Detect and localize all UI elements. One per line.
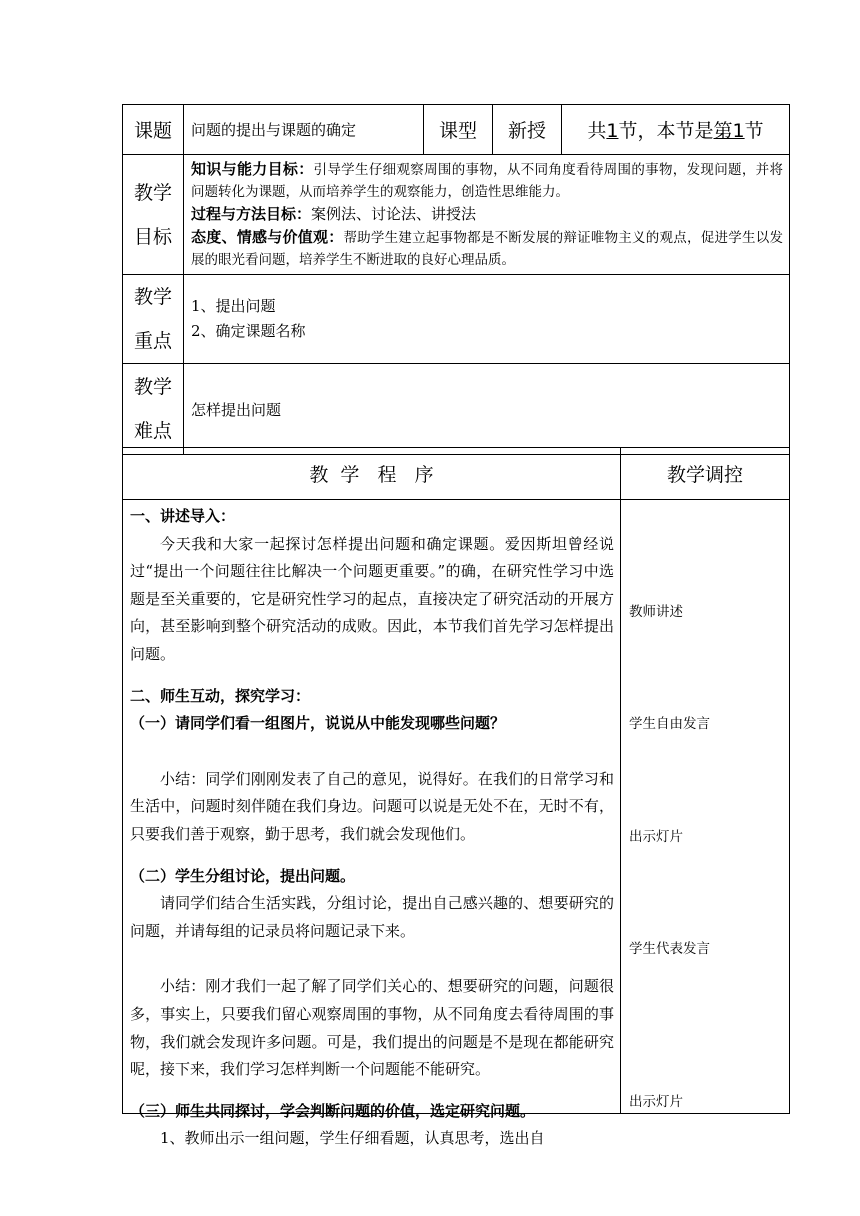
process-text: 案例法、讨论法、讲授法 (311, 205, 477, 223)
sessions-current-prefix: 第 (713, 120, 733, 142)
knowledge-title: 知识与能力目标： (191, 160, 314, 178)
topic-label: 课题 (123, 105, 184, 155)
procedure-content (123, 500, 621, 1148)
subsection-3-paragraph: 1、教师出示一组问题，学生仔细看题，认真思考，选出自 (160, 1129, 545, 1148)
header-row (123, 105, 790, 155)
objectives-content (184, 155, 790, 275)
section-1-title: 一、讲述导入： (130, 507, 236, 525)
type-label: 课型 (424, 105, 493, 155)
key-points-content (184, 275, 790, 364)
section-2-title: 二、师生互动，探究学习： (130, 686, 311, 705)
difficulties-label-line2: 难点 (133, 420, 172, 442)
attitude-title: 态度、情感与价值观： (191, 228, 344, 246)
key-point-item: 1、提出问题 (191, 297, 276, 315)
knowledge-objective (191, 158, 783, 203)
procedure-body-row (123, 500, 790, 1114)
type-value: 新授 (493, 105, 562, 155)
sessions-suffix: 节 (744, 120, 764, 142)
control-note: 教师讲述 (629, 604, 683, 620)
control-note: 出示灯片 (629, 1094, 683, 1110)
subsection-2-title: （二）学生分组讨论，提出问题。 (130, 866, 356, 885)
sessions-prefix: 共 (587, 120, 607, 142)
sessions-total: 1 (606, 120, 619, 142)
topic-value: 问题的提出与课题的确定 (184, 105, 424, 155)
subsection-1-summary: 小结：同学们刚刚发表了自己的意见，说得好。在我们的日常学习和生活中，问题时刻伴随在我们身边。问题可以说是无处不在，无时不有，只要我们善于观察，勤于思考，我们就会发现他们。 (130, 769, 614, 843)
subsection-2-summary: 小结：刚才我们一起了解了同学们关心的、想要研究的问题，问题很多，事实上，只要我们留心观察周围的事物，从不同角度去看待周围的事物，我们就会发现许多问题。可是，我们提出的问题是不是现在都能研究呢，接下来，我们学习怎样判断一个问题能不能研究。 (130, 977, 614, 1079)
sessions-current (714, 120, 745, 142)
key-points-label-line2: 重点 (133, 330, 172, 352)
subsection-1-title: （一）请同学们看一组图片，说说从中能发现哪些问题？ (130, 714, 506, 733)
attitude-objective (191, 226, 783, 271)
objectives-label-line1: 教学 (133, 181, 172, 204)
section-1-paragraph: 今天我和大家一起探讨怎样提出问题和确定课题。爱因斯坦曾经说过“提出一个问题往往比解决一个问题更重要。”的确，在研究性学习中选题是至关重要的，它是研究性学习的起点，直接决定了研究活动的开展方向，甚至影响到整个研究活动的成败。因此，本节我们首先学习怎样提出问题。 (130, 534, 614, 663)
key-points-label (123, 275, 184, 364)
difficulties-content: 怎样提出问题 (184, 364, 790, 455)
lesson-info-table (122, 104, 790, 455)
difficulties-label (123, 364, 184, 455)
subsection-3-title: （三）师生共同探讨，学会判断问题的价值，选定研究问题。 (130, 1101, 536, 1120)
process-title: 过程与方法目标： (191, 205, 312, 223)
process-objective (191, 203, 783, 226)
key-point-item: 2、确定课题名称 (191, 322, 306, 340)
subsection-2-paragraph: 请同学们结合生活实践，分组讨论，提出自己感兴趣的、想要研究的问题，并请每组的记录员将问题记录下来。 (130, 894, 614, 940)
sessions-current-number: 1 (732, 120, 745, 142)
objectives-row (123, 155, 790, 275)
objectives-label-line2: 目标 (133, 225, 172, 248)
control-note: 出示灯片 (629, 829, 683, 845)
control-title: 教学调控 (621, 448, 790, 500)
objectives-label (123, 155, 184, 275)
attitude-text: 帮助学生建立起事物都是不断发展的辩证唯物主义的观点，促进学生以发展的眼光看问题，培养学生不断进取的良好心理品质。 (191, 230, 783, 268)
knowledge-text: 引导学生仔细观察周围的事物，从不同角度看待周围的事物，发现问题，并将问题转化为课题，从而培养学生的观察能力，创造性思维能力。 (191, 162, 783, 200)
control-note: 学生代表发言 (629, 941, 710, 957)
difficulties-label-line1: 教学 (133, 376, 172, 398)
key-points-row (123, 275, 790, 364)
difficulties-row (123, 364, 790, 455)
procedure-header-row (123, 448, 790, 500)
key-points-label-line1: 教学 (133, 286, 172, 308)
control-column (621, 500, 790, 1114)
control-note: 学生自由发言 (629, 716, 710, 732)
procedure-title: 教 学 程 序 (123, 448, 621, 500)
sessions-mid: 节，本节是 (618, 120, 714, 142)
sessions-cell (562, 105, 790, 155)
procedure-table (122, 447, 790, 1148)
